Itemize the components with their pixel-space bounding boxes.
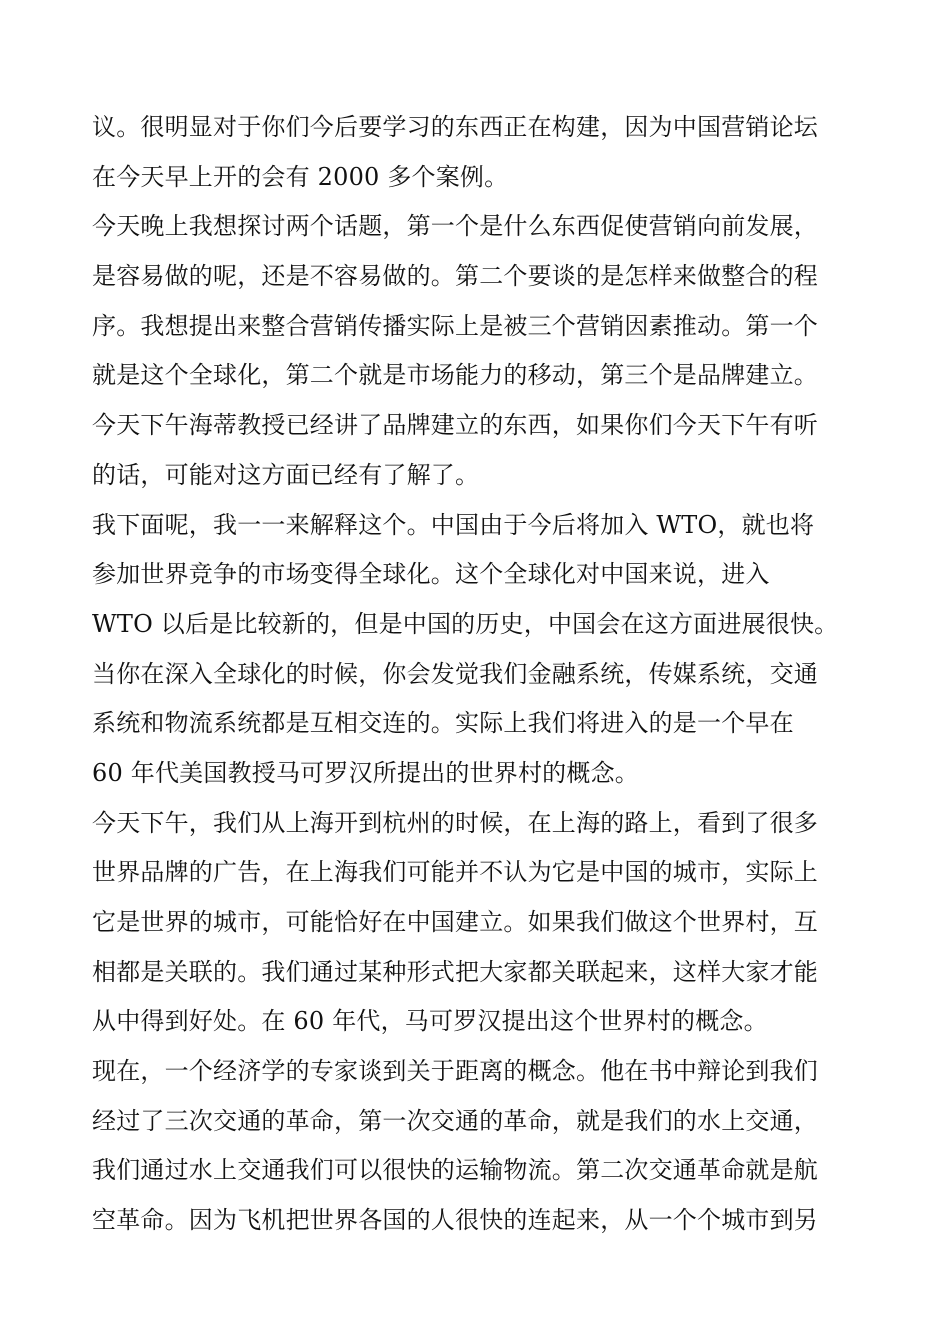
text-line: 序。我想提出来整合营销传播实际上是被三个营销因素推动。第一个: [92, 311, 818, 340]
text-line: 它是世界的城市，可能恰好在中国建立。如果我们做这个世界村，互: [92, 908, 818, 936]
text-line: 参加世界竞争的市场变得全球化。这个全球化对中国来说，进入: [92, 560, 770, 589]
text-line: 空革命。因为飞机把世界各国的人很快的连起来，从一个个城市到另: [92, 1206, 818, 1235]
text-line: WTO 以后是比较新的，但是中国的历史，中国会在这方面进展很快。: [92, 609, 839, 638]
text-line: 现在，一个经济学的专家谈到关于距离的概念。他在书中辩论到我们: [92, 1057, 818, 1086]
text-line: 今天下午，我们从上海开到杭州的时候，在上海的路上，看到了很多: [92, 808, 818, 837]
text-line: 在今天早上开的会有 2000 多个案例。: [92, 162, 509, 191]
text-line: 当你在深入全球化的时候，你会发觉我们金融系统，传媒系统，交通: [92, 659, 818, 688]
text-line: 是容易做的呢，还是不容易做的。第二个要谈的是怎样来做整合的程: [92, 262, 818, 291]
text-line: 从中得到好处。在 60 年代，马可罗汉提出这个世界村的概念。: [92, 1007, 768, 1036]
text-line: 今天晚上我想探讨两个话题，第一个是什么东西促使营销向前发展，: [92, 212, 818, 241]
text-line: 60 年代美国教授马可罗汉所提出的世界村的概念。: [92, 758, 639, 787]
text-line: 议。很明显对于你们今后要学习的东西正在构建，因为中国营销论坛: [92, 113, 818, 141]
text-line: 的话，可能对这方面已经有了解了。: [92, 460, 480, 489]
text-line: 经过了三次交通的革命，第一次交通的革命，就是我们的水上交通，: [92, 1106, 818, 1135]
text-line: 相都是关联的。我们通过某种形式把大家都关联起来，这样大家才能: [92, 957, 818, 986]
text-line: 就是这个全球化，第二个就是市场能力的移动，第三个是品牌建立。: [92, 361, 818, 390]
body-text: [92, 103, 872, 1246]
text-line: 世界品牌的广告，在上海我们可能并不认为它是中国的城市，实际上: [92, 858, 818, 887]
text-line: 我下面呢，我一一来解释这个。中国由于今后将加入 WTO，就也将: [92, 510, 815, 539]
text-line: 系统和物流系统都是互相交连的。实际上我们将进入的是一个早在: [92, 709, 794, 738]
text-line: 我们通过水上交通我们可以很快的运输物流。第二次交通革命就是航: [92, 1156, 818, 1185]
text-line: 今天下午海蒂教授已经讲了品牌建立的东西，如果你们今天下午有听: [92, 411, 818, 440]
